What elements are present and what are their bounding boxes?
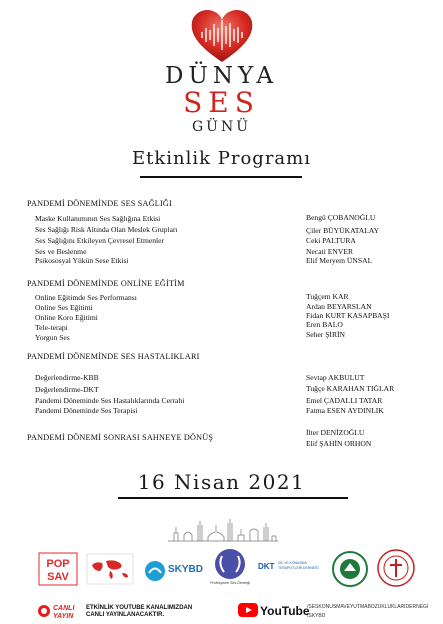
speaker-name: İlter DENİZOĞLU	[306, 428, 365, 437]
brand-ses: SES	[183, 86, 260, 119]
heart-logo-icon	[188, 6, 256, 64]
event-date: 16 Nisan 2021	[137, 470, 306, 494]
list-item: Ses Sağlığı Risk Altında Olan Meslek Grupları	[35, 225, 178, 234]
speaker-name: Seher ŞİRİN	[306, 330, 346, 339]
professional-voice-logo	[210, 548, 250, 588]
speaker-name: Çiler BÜYÜKATALAY	[306, 226, 380, 235]
list-item: Yorgun Ses	[35, 333, 70, 342]
university-seal-green	[332, 551, 368, 587]
footer-line-2: CANLI YAYINLANACAKTIR.	[86, 612, 165, 618]
brand-gunu: GÜNÜ	[191, 119, 252, 135]
canli-text: CANLI	[53, 605, 75, 612]
list-item: Pandemi Döneminde Ses Terapisi	[35, 406, 138, 415]
footer-line-1: ETKİNLİK YOUTUBE KANALIMIZDAN	[86, 605, 193, 611]
university-seal-red-icon	[376, 548, 416, 588]
list-item: Tele-terapi	[35, 323, 68, 332]
list-item: Ses Sağlığını Etkileyen Çevresel Etmenler	[35, 236, 165, 245]
list-item: Değerlendirme-KBB	[35, 373, 99, 382]
world-map-logo	[86, 553, 134, 585]
divider-top	[140, 176, 302, 178]
dkt-sub-label: DİL VE KONUŞMA TERAPİSTLERİ DERNEĞİ	[278, 561, 319, 570]
speaker-name: Tuğçem KAR	[306, 292, 349, 301]
list-item: Online Koro Eğitimi	[35, 313, 98, 322]
channel-links	[307, 603, 428, 621]
section-heading: PANDEMİ DÖNEMİNDE SES SAĞLIĞI	[27, 199, 172, 208]
speaker-name: Ceki PALTURA	[306, 236, 356, 245]
yayin-text: YAYIN	[53, 613, 74, 620]
footer-notice	[86, 605, 192, 619]
speaker-name: Ardan BEYARSLAN	[306, 302, 372, 311]
section-heading: PANDEMİ DÖNEMİNDE ONLİNE EĞİTİM	[27, 279, 185, 288]
skybd-logo	[143, 558, 203, 584]
youtube-text: YouTube	[260, 604, 310, 618]
speaker-name: Fatma ESEN AYDINLIK	[306, 406, 384, 415]
speaker-name: Elif ŞAHİN ORHON	[306, 439, 372, 448]
section-heading: PANDEMİ DÖNEMİNDE SES HASTALIKLARI	[27, 352, 200, 361]
skyline-icon	[168, 515, 278, 543]
program-title: Etkinlik Programı	[131, 148, 311, 169]
university-seal-red	[376, 548, 416, 588]
popsav-pop-text: POP	[46, 558, 70, 570]
live-broadcast-icon	[37, 602, 81, 620]
skybd-label: SKYBD	[168, 564, 204, 575]
speaker-name: Bengü ÇOBANOĞLU	[306, 213, 376, 222]
list-item: Ses ve Beslenme	[35, 247, 87, 256]
dkt-label: DKT	[258, 562, 275, 571]
section-heading: PANDEMİ DÖNEMİ SONRASI SAHNEYE DÖNÜŞ	[27, 433, 214, 442]
speaker-name: Necati ENVER	[306, 247, 354, 256]
popsav-logo	[37, 551, 79, 587]
professional-voice-label: Profesyonel Ses Derneği	[210, 581, 250, 585]
brand-dunya: DÜNYA	[165, 63, 278, 89]
world-map-icon	[86, 553, 134, 585]
list-item: Online Ses Eğitimi	[35, 303, 93, 312]
list-item: Pandemi Döneminde Ses Hastalıklarında Cerrahi	[35, 396, 185, 405]
popsav-icon	[37, 551, 79, 587]
channel-link-1[interactable]: /SESKONUSMAVEYUTMABOZUKLUKLARIDERNEGI	[307, 604, 429, 610]
divider-bottom	[118, 497, 348, 499]
list-item: Online Eğitimde Ses Performansı	[35, 293, 137, 302]
list-item: Psikososyal Yükün Sese Etkisi	[35, 256, 129, 265]
speaker-name: Tuğçe KARAHAN TIĞLAR	[306, 384, 395, 393]
speaker-name: Eren BALO	[306, 320, 343, 329]
speaker-name: Elif Meryem ÜNSAL	[306, 256, 373, 265]
youtube-logo-icon	[238, 602, 310, 618]
popsav-sav-text: SAV	[47, 571, 69, 583]
dkt-logo	[258, 558, 322, 586]
speaker-name: Sevtap AKBULUT	[306, 373, 365, 382]
channel-link-2[interactable]: /SKYBD	[307, 613, 326, 619]
list-item: Değerlendirme-DKT	[35, 385, 99, 394]
speaker-name: Fidan KURT KASAPBAŞI	[306, 311, 390, 320]
professional-voice-icon	[210, 548, 250, 580]
university-seal-green-icon	[332, 551, 368, 587]
list-item: Maske Kullanımının Ses Sağlığına Etkisi	[35, 214, 161, 223]
speaker-name: Emel ÇADALLI TATAR	[306, 396, 383, 405]
